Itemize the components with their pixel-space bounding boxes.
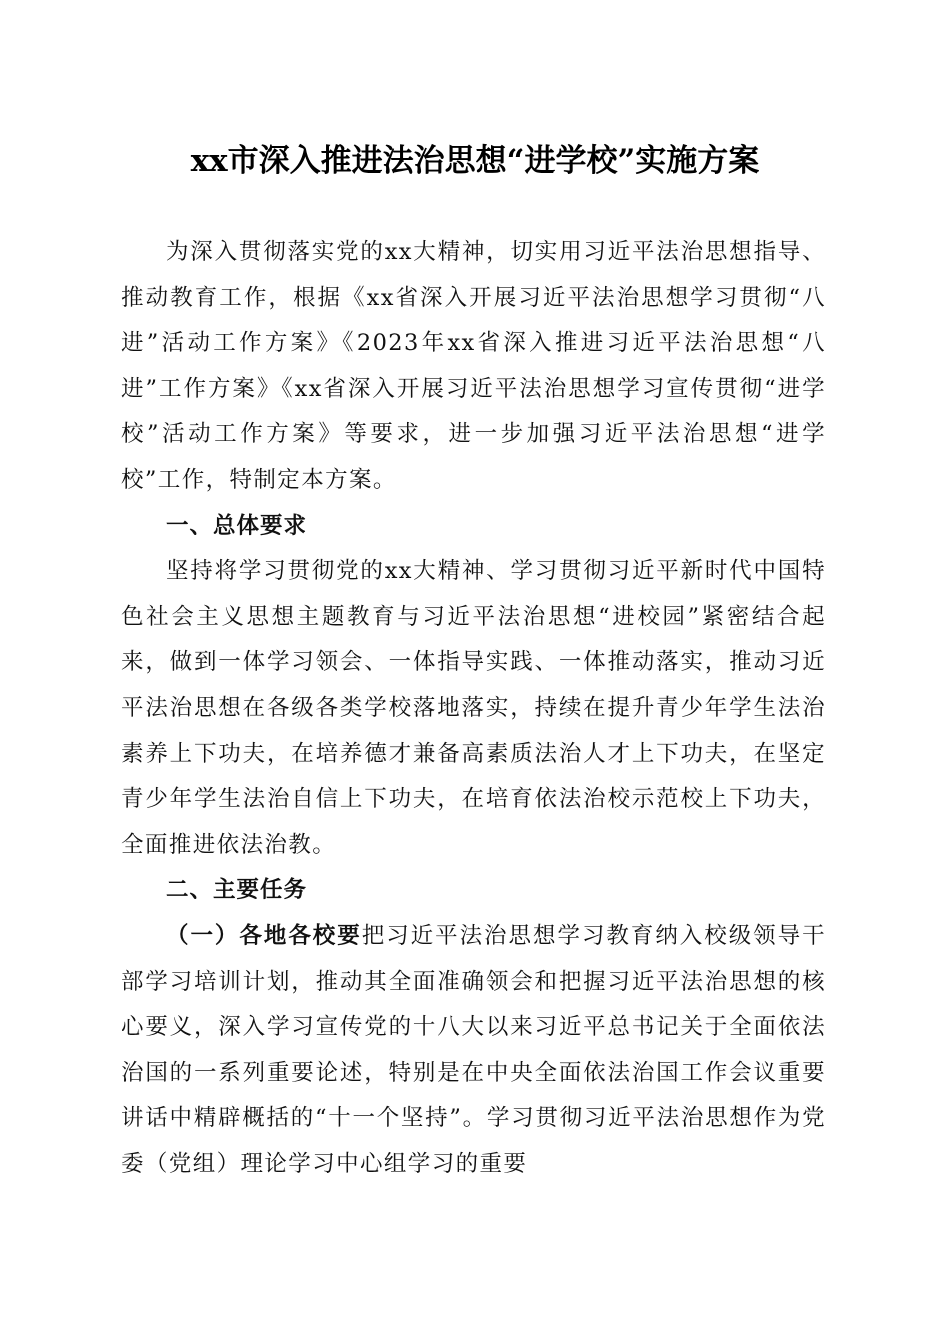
document-title: xx市深入推进法治思想“进学校”实施方案 xyxy=(190,143,760,179)
section-heading-main-tasks: 二、主要任务 xyxy=(166,877,308,904)
main-tasks-item-1-body: 把习近平法治思想学习教育纳入校级领导干部学习培训计划，推动其全面准确领会和把握习近平法治思想的核心要义，深入学习宣传党的十八大以来习近平总书记关于全面依法治国的一系列重要论述，特别是在中央全面依法治国工作会议重要讲话中精辟概括的“十一个坚持”。学习贯彻习近平法治思想作为党委（党组）理论学习中心组学习的重要 xyxy=(121,922,827,1177)
main-tasks-item-1-lead: （一）各地各校要 xyxy=(166,922,362,949)
general-requirements-paragraph: 坚持将学习贯彻党的xx大精神、学习贯彻习近平新时代中国特色社会主义思想主题教育与习近平法治思想“进校园”紧密结合起来，做到一体学习领会、一体指导实践、一体推动落实，推动习近平法治思想在各级各类学校落地落实，持续在提升青少年学生法治素养上下功夫，在培养德才兼备高素质法治人才上下功夫，在坚定青少年学生法治自信上下功夫，在培育依法治校示范校上下功夫，全面推进依法治教。 xyxy=(121,558,826,858)
document-body xyxy=(121,230,826,1187)
intro-paragraph: 为深入贯彻落实党的xx大精神，切实用习近平法治思想指导、推动教育工作，根据《xx省深入开展习近平法治思想学习贯彻“八进”活动工作方案》《2023年xx省深入推进习近平法治思想“八进”工作方案》《xx省深入开展习近平法治思想学习宣传贯彻“进学校”活动工作方案》等要求，进一步加强习近平法治思想“进学校”工作，特制定本方案。 xyxy=(121,239,826,493)
main-tasks-item-1 xyxy=(121,914,826,1188)
section-heading-general-requirements: 一、总体要求 xyxy=(166,512,308,539)
